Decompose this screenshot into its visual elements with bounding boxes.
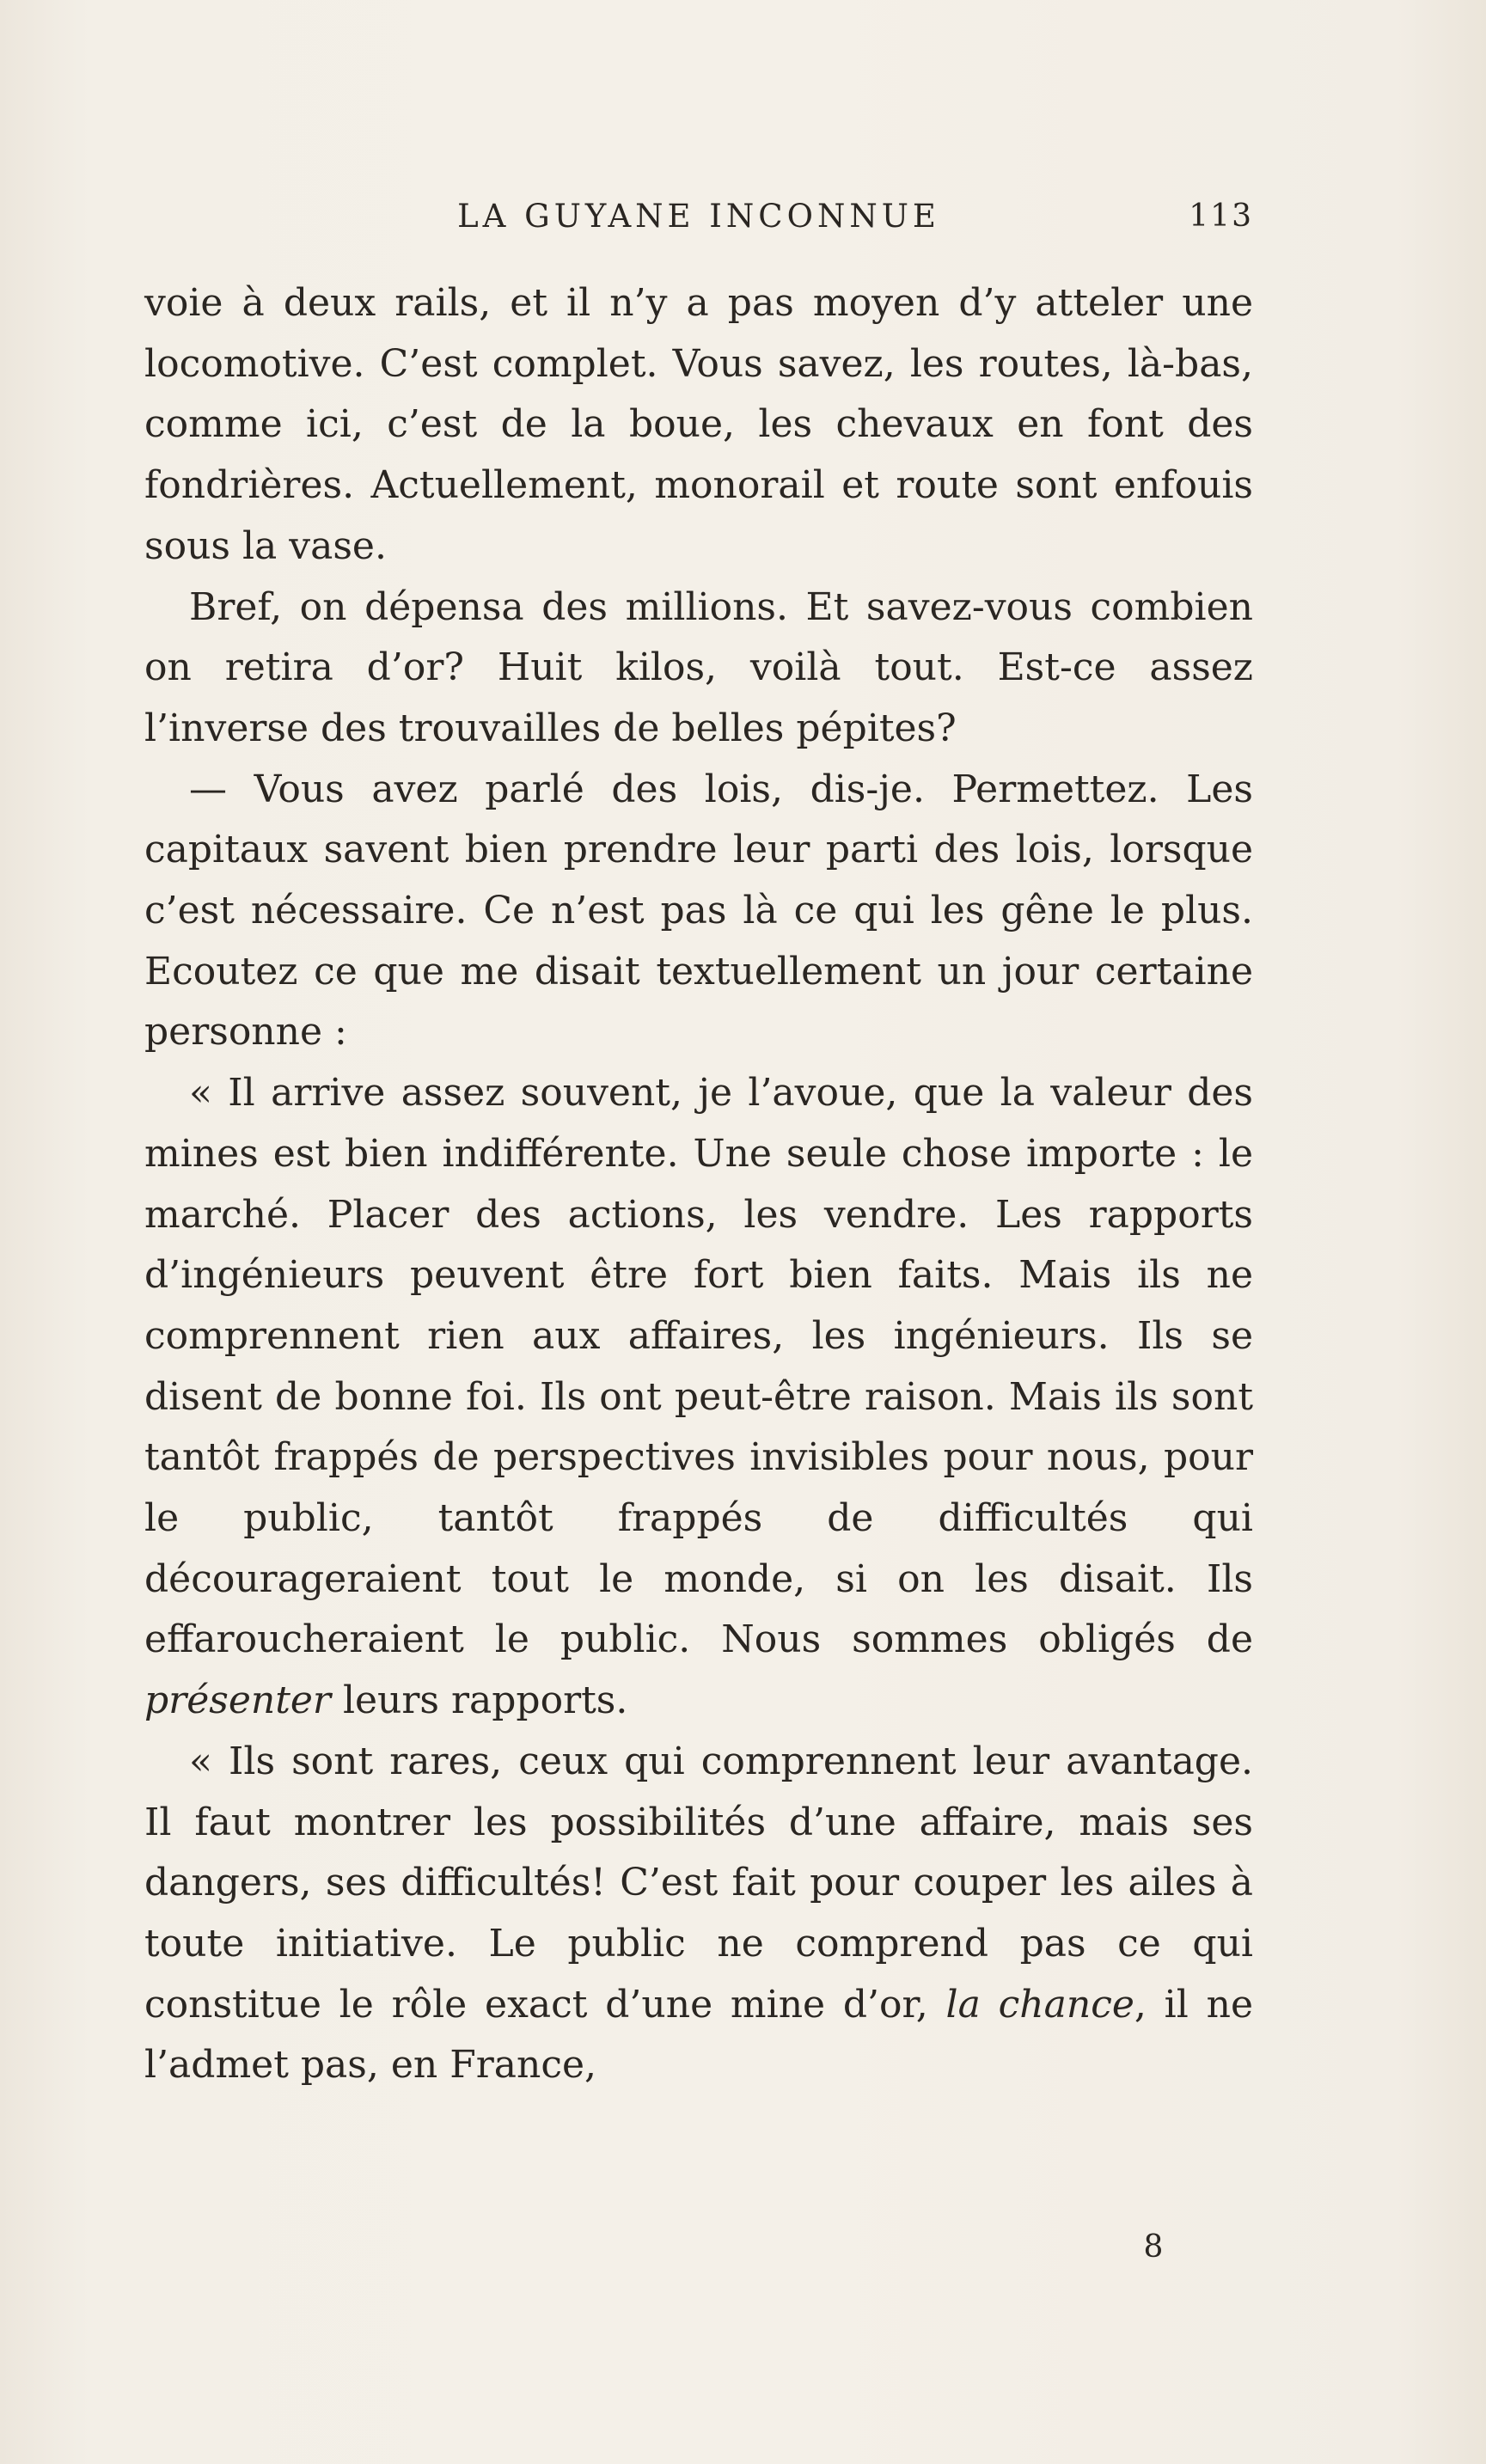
paragraph-text: , il ne l’admet pas, en France,	[144, 1982, 1253, 2088]
paragraph-text: — Vous avez parlé des lois, dis-je. Permettez. Les capitaux savent bien prendre leur parti des lois, lorsque c’est nécessaire. Ce n’est pas là ce qui les gêne le plus. Ecoutez ce que me disait textuellement un jour certaine personne :	[144, 767, 1253, 1055]
italic-emphasis: présenter	[144, 1678, 331, 1723]
paragraph-quote-marche	[144, 1063, 1253, 1732]
paragraph-text: « Il arrive assez souvent, je l’avoue, que la valeur des mines est bien indifférente. Une seule chose importe : le marché. Placer des actions, les vendre. Les rapports d’ingénieurs peuvent être fort bien faits. Mais ils ne comprennent rien aux affaires, les ingénieurs. Ils se disent de bonne foi. Ils ont peut-être raison. Mais ils sont tantôt frappés de perspectives invisibles pour nous, pour le public, tantôt frappés de difficultés qui décourageraient tout le monde, si on les disait. Ils effaroucheraient le public. Nous sommes obligés de	[144, 1071, 1253, 1662]
paragraph-text: leurs rapports.	[330, 1678, 628, 1723]
paragraph-text: voie à deux rails, et il n’y a pas moyen d’y atteler une locomotive. C’est complet. Vous savez, les routes, là-bas, comme ici, c’est de la boue, les chevaux en font des fondrières. Actuellement, monorail et route sont enfouis sous la vase.	[144, 281, 1253, 568]
running-head	[144, 191, 1253, 242]
running-title: LA GUYANE INCONNUE	[457, 198, 940, 235]
paragraph-text: « Ils sont rares, ceux qui comprennent leur avantage. Il faut montrer les possibilités d’une affaire, mais ses dangers, ses difficultés! C’est fait pour couper les ailes à toute initiative. Le public ne comprend pas ce qui constitue le rôle exact d’une mine d’or,	[144, 1739, 1253, 2027]
body-text	[144, 273, 1253, 2096]
paragraph-quote-avantage	[144, 1732, 1253, 2096]
paragraph-dialogue-lois	[144, 760, 1253, 1064]
paragraph-continuation	[144, 273, 1253, 578]
paragraph-millions	[144, 578, 1253, 760]
paragraph-text: Bref, on dépensa des millions. Et savez-vous combien on retira d’or? Huit kilos, voilà tout. Est-ce assez l’inverse des trouvailles de belles pépites?	[144, 584, 1253, 750]
signature-mark: 8	[1143, 2229, 1164, 2265]
italic-emphasis: la chance	[945, 1982, 1134, 2027]
page-number: 113	[1189, 199, 1253, 234]
